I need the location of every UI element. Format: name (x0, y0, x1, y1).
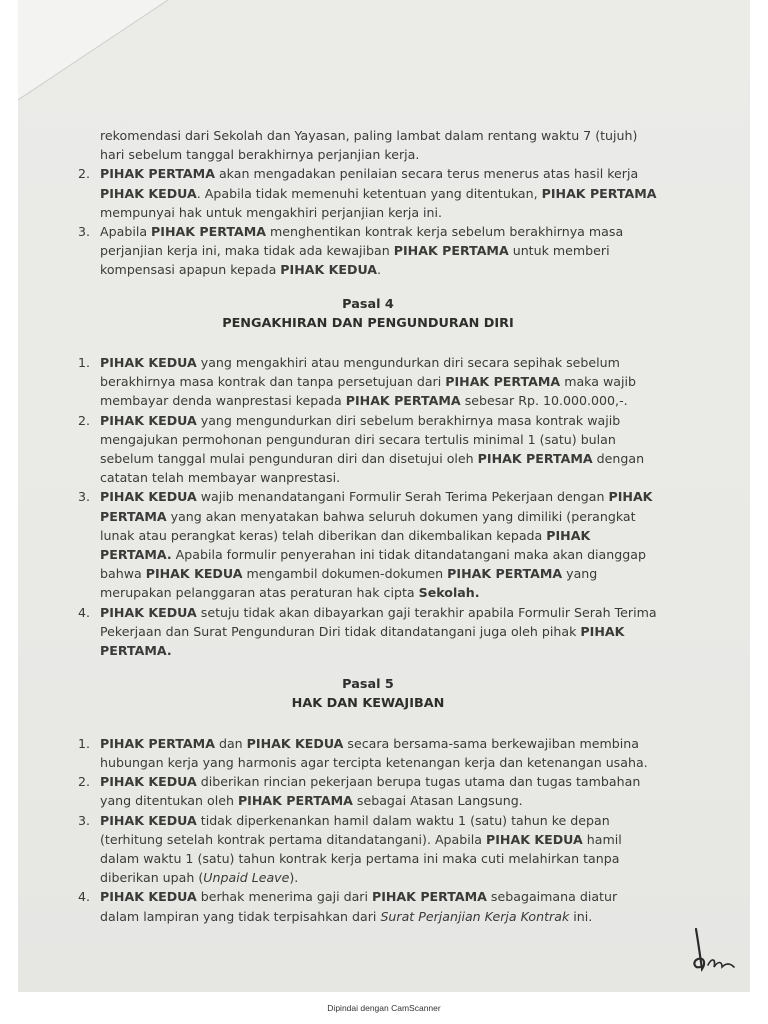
pasal5-item-2: 2. PIHAK KEDUA diberikan rincian pekerjaan berupa tugas utama dan tugas tambahan yang ditentukan oleh PIHAK PERTAMA sebagai Atasan Langsung. (78, 774, 641, 809)
pasal4-item-2: 2. PIHAK KEDUA yang mengundurkan diri sebelum berakhirnya masa kontrak wajib mengajukan permohonan pengunduran diri secara tertulis minimal 1 (satu) bulan sebelum tanggal mulai pengunduran diri dan disetujui oleh PIHAK PERTAMA dengan catatan telah membayar wanprestasi. (78, 412, 645, 486)
pasal5-title: HAK DAN KEWAJIBAN (291, 696, 445, 712)
pasal5-item-3: 3. PIHAK KEDUA tidak diperkenankan hamil dalam waktu 1 (satu) tahun ke depan (terhitung setelah kontrak pertama ditandatangani). Apabila PIHAK KEDUA hamil dalam waktu 1 (satu) tahun kontrak kerja pertama ini maka cuti melahirkan tanpa diberikan upah (Unpaid Leave). (78, 812, 622, 886)
pasal5-number: Pasal 5 (342, 677, 394, 693)
pasal4-title: PENGAKHIRAN DAN PENGUNDURAN DIRI (222, 315, 514, 331)
pasal4-item-1: 1. PIHAK KEDUA yang mengakhiri atau mengundurkan diri secara sepihak sebelum berakhirnya masa kontrak dan tanpa persetujuan dari PIHAK PERTAMA maka wajib membayar denda wanprestasi kepada PIHAK PERTAMA sebesar Rp. 10.000.000,-. (78, 355, 636, 409)
paragraph-continuation: rekomendasi dari Sekolah dan Yayasan, paling lambat dalam rentang waktu 7 (tujuh) hari sebelum tanggal berakhirnya perjanjian kerja. (100, 128, 638, 163)
document-body (78, 126, 658, 926)
pasal5-item-1: 1. PIHAK PERTAMA dan PIHAK KEDUA secara bersama-sama berkewajiban membina hubungan kerja yang harmonis agar tercipta ketenangan kerja dan ketenangan usaha. (78, 735, 648, 770)
pasal4-item-3: 3. PIHAK KEDUA wajib menandatangani Formulir Serah Terima Pekerjaan dengan PIHAK PERTAMA yang akan menyatakan bahwa seluruh dokumen yang dimiliki (perangkat lunak atau perangkat keras) telah diberikan dan dikembalikan kepada PIHAK PERTAMA. Apabila formulir penyerahan ini tidak ditandatangani maka akan dianggap bahwa PIHAK KEDUA mengambil dokumen-dokumen PIHAK PERTAMA yang merupakan pelanggaran atas peraturan hak cipta Sekolah. (78, 489, 653, 601)
signature-initials (678, 925, 748, 985)
scanned-page (18, 0, 750, 992)
pasal5-item-4: 4. PIHAK KEDUA berhak menerima gaji dari PIHAK PERTAMA sebagaimana diatur dalam lampiran yang tidak terpisahkan dari Surat Perjanjian Kerja Kontrak ini. (78, 889, 618, 924)
intro-item-3: 3. Apabila PIHAK PERTAMA menghentikan kontrak kerja sebelum berakhirnya masa perjanjian kerja ini, maka tidak ada kewajiban PIHAK PERTAMA untuk memberi kompensasi apapun kepada PIHAK KEDUA. (78, 224, 624, 278)
scanner-footer: Dipindai dengan CamScanner (327, 1003, 441, 1013)
intro-item-2: 2. PIHAK PERTAMA akan mengadakan penilaian secara terus menerus atas hasil kerja PIHAK KEDUA. Apabila tidak memenuhi ketentuan yang ditentukan, PIHAK PERTAMA mempunyai hak untuk mengakhiri perjanjian kerja ini. (78, 166, 657, 220)
page-fold-shadow (18, 0, 168, 110)
pasal4-number: Pasal 4 (342, 296, 394, 312)
pasal4-item-4: 4. PIHAK KEDUA setuju tidak akan dibayarkan gaji terakhir apabila Formulir Serah Terima Pekerjaan dan Surat Pengunduran Diri tidak ditandatangani juga oleh pihak PIHAK PERTAMA. (78, 604, 657, 659)
